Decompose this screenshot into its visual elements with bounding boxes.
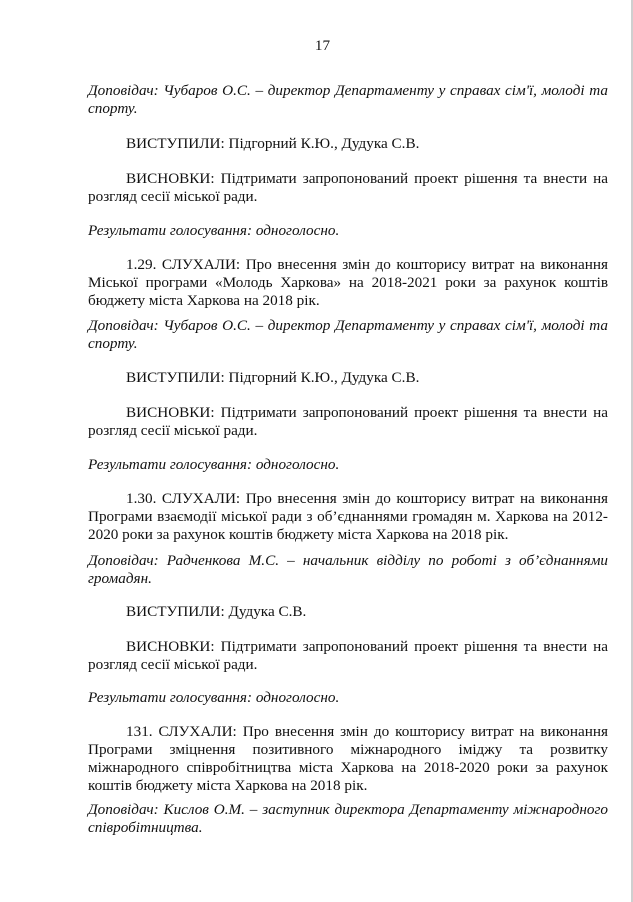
page-number: 17 <box>314 37 331 54</box>
speaker-line: Доповідач: Чубаров О.С. – директор Департаменту у справах сім'ї, молоді та спорту. <box>88 317 608 352</box>
vote-result: Результати голосування: одноголосно. <box>88 456 340 473</box>
conclusions-paragraph: ВИСНОВКИ: Підтримати запропонований проект рішення та внести на розгляд сесії міської ради. <box>88 404 608 439</box>
heard-paragraph: 1.30. СЛУХАЛИ: Про внесення змін до кошторису витрат на виконання Програми взаємодії міської ради з об’єднаннями громадян м. Харкова на 2012-2020 роки за рахунок коштів бюджету міста Харкова на 2018 рік. <box>88 490 608 543</box>
vote-result: Результати голосування: одноголосно. <box>88 222 340 239</box>
heard-paragraph: 1.29. СЛУХАЛИ: Про внесення змін до кошторису витрат на виконання Міської програми «Молодь Харкова» на 2018-2021 роки за рахунок коштів бюджету міста Харкова на 2018 рік. <box>88 256 608 309</box>
conclusions-paragraph: ВИСНОВКИ: Підтримати запропонований проект рішення та внести на розгляд сесії міської ради. <box>88 170 608 205</box>
conclusions-paragraph: ВИСНОВКИ: Підтримати запропонований проект рішення та внести на розгляд сесії міської ради. <box>88 638 608 673</box>
speaker-line: Доповідач: Кислов О.М. – заступник директора Департаменту міжнародного співробітництва. <box>88 801 608 836</box>
speeches-line: ВИСТУПИЛИ: Підгорний К.Ю., Дудука С.В. <box>126 135 420 152</box>
speeches-line: ВИСТУПИЛИ: Підгорний К.Ю., Дудука С.В. <box>126 369 420 386</box>
speaker-line: Доповідач: Радченкова М.С. – начальник відділу по роботі з об’єднаннями громадян. <box>88 552 608 587</box>
speaker-line: Доповідач: Чубаров О.С. – директор Департаменту у справах сім'ї, молоді та спорту. <box>88 82 608 117</box>
vote-result: Результати голосування: одноголосно. <box>88 689 340 706</box>
speeches-line: ВИСТУПИЛИ: Дудука С.В. <box>126 603 307 620</box>
heard-paragraph: 131. СЛУХАЛИ: Про внесення змін до кошторису витрат на виконання Програми зміцнення позитивного міжнародного іміджу та розвитку міжнародного співробітництва міста Харкова на 2018-2020 роки за рахунок коштів бюджету міста Харкова на 2018 рік. <box>88 723 608 794</box>
